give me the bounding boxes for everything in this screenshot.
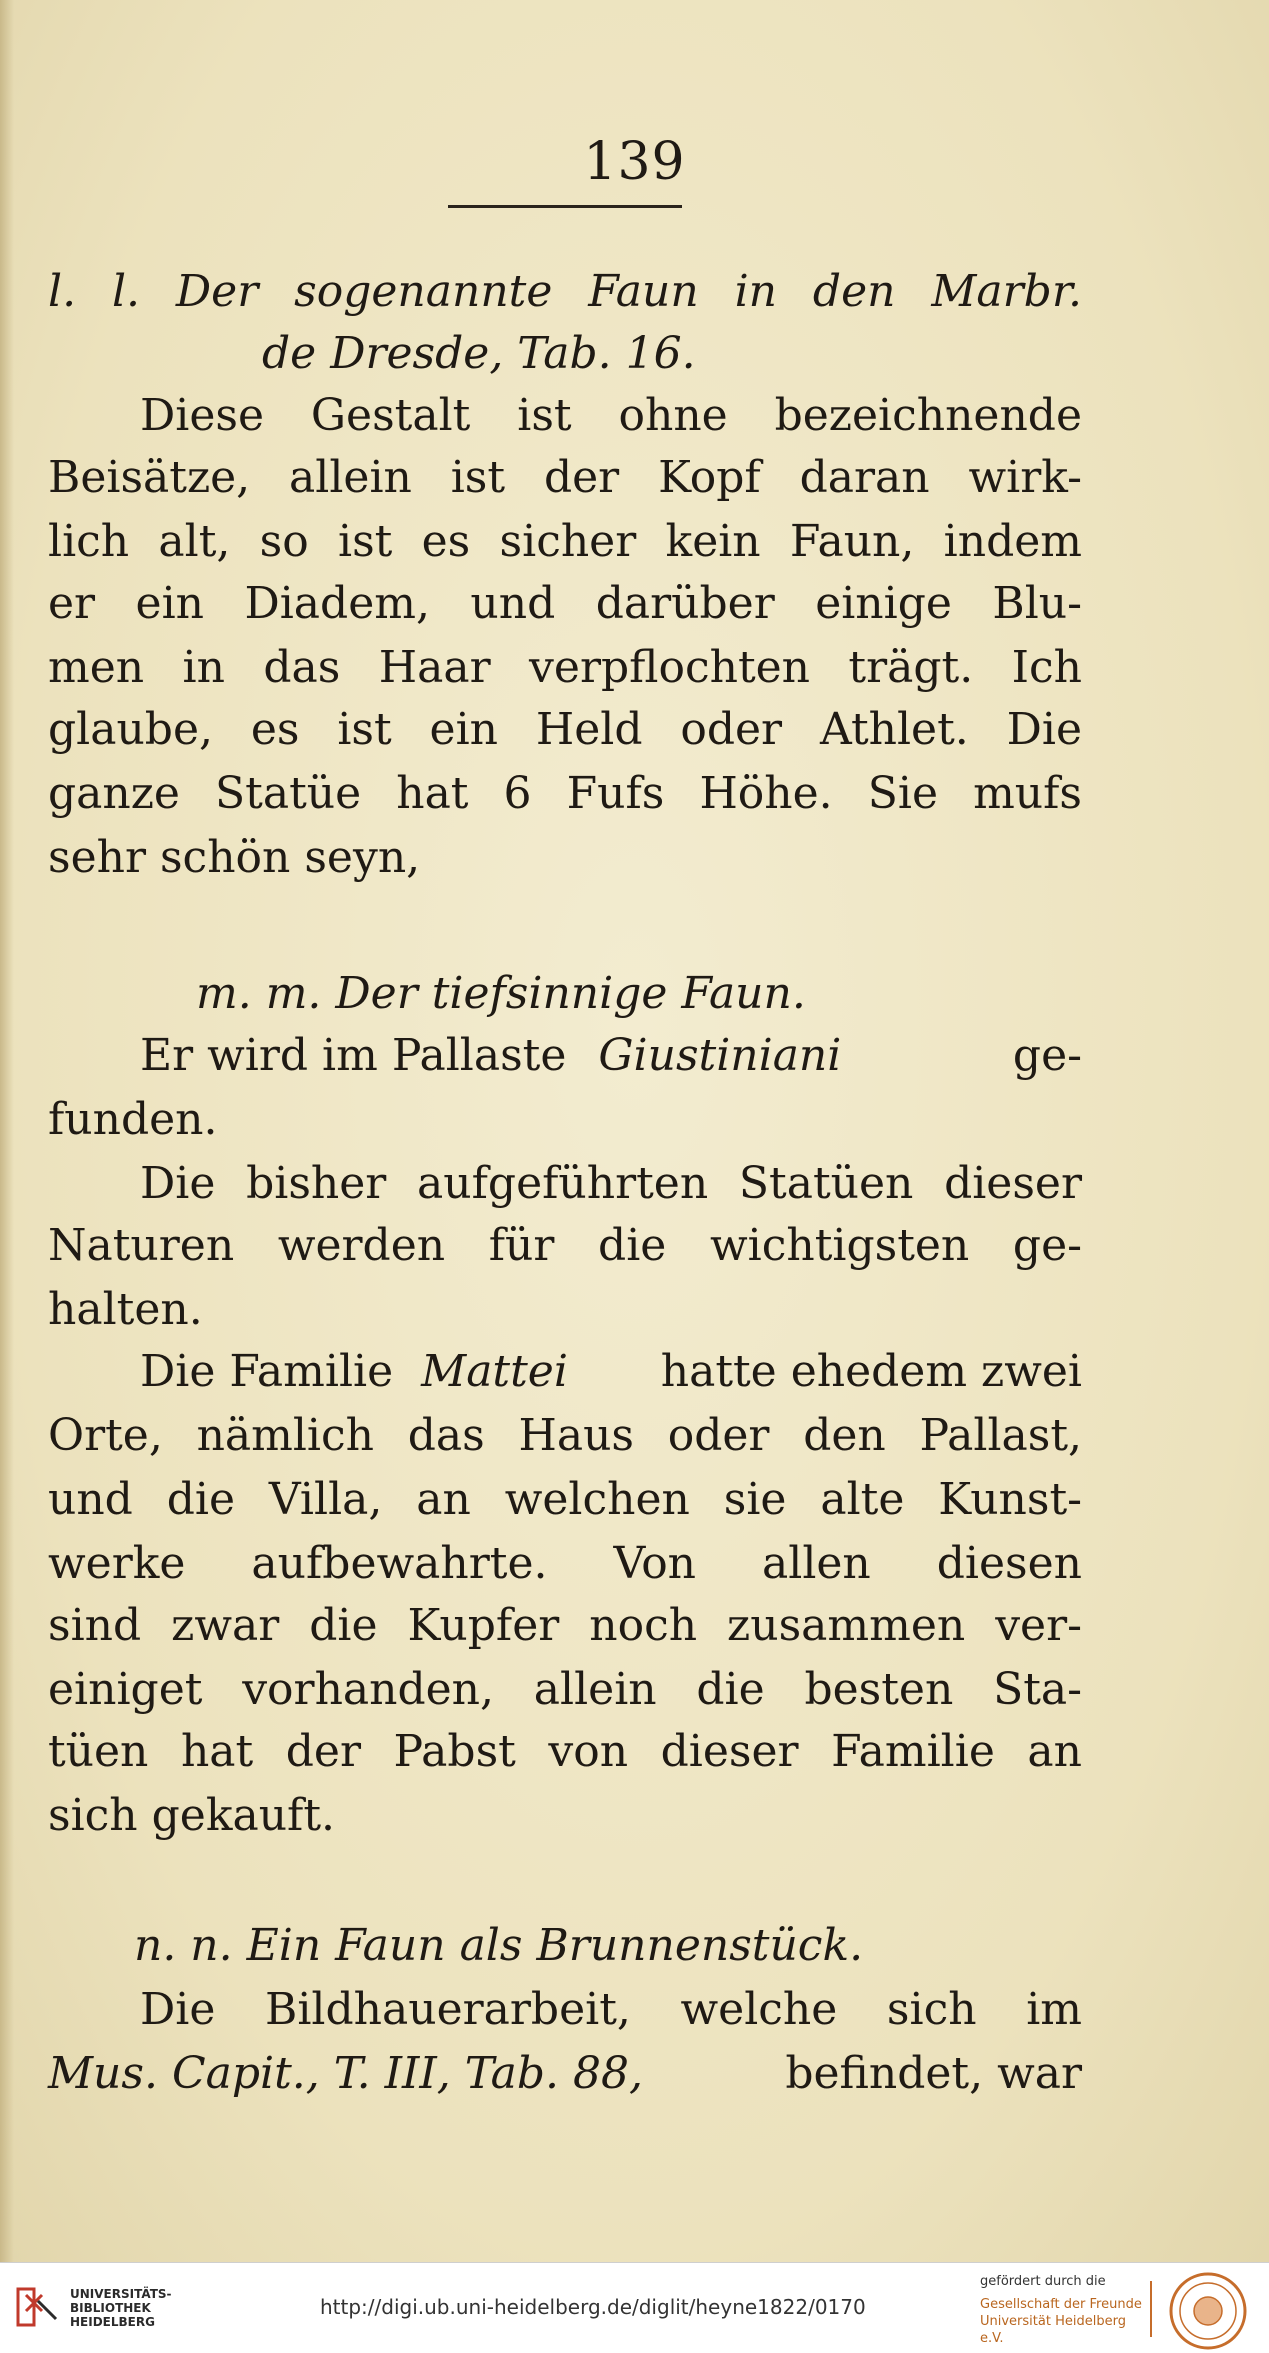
text-line: glaube, es ist ein Held oder Athlet. Die	[48, 704, 1082, 755]
text-line	[48, 2044, 1082, 2104]
footer-divider	[1150, 2281, 1152, 2337]
library-name	[70, 2287, 172, 2329]
text-line: sich gekauft.	[48, 1790, 336, 1841]
text-segment-italic: Mattei	[421, 1346, 568, 1397]
text-segment: ge-	[1012, 1030, 1082, 1081]
text-line: Die bisher aufgeführten Statüen dieser	[140, 1158, 1082, 1209]
text-segment: Er wird im Pallaste	[140, 1030, 567, 1081]
text-line: werke aufbewahrte. Von allen diesen	[48, 1538, 1082, 1589]
text-line: einiget vorhanden, allein die besten Sta-	[48, 1664, 1082, 1715]
text-segment: hatte ehedem zwei	[660, 1346, 1082, 1397]
text-line: Diese Gestalt ist ohne bezeichnende	[140, 390, 1082, 441]
university-seal-icon	[1168, 2271, 1248, 2351]
sponsor-label: gefördert durch die	[980, 2274, 1106, 2289]
library-name-line: HEIDELBERG	[70, 2315, 155, 2329]
header-rule	[448, 205, 682, 208]
library-name-line: BIBLIOTHEK	[70, 2301, 151, 2315]
text-line	[140, 1026, 1082, 1086]
text-line: er ein Diadem, und darüber einige Blu-	[48, 578, 1082, 629]
text-line: und die Villa, an welchen sie alte Kunst-	[48, 1474, 1082, 1525]
text-line: Naturen werden für die wichtigsten ge-	[48, 1220, 1082, 1271]
heading-line: de Dresde, Tab. 16.	[262, 328, 696, 379]
text-segment: Die Familie	[140, 1346, 394, 1397]
text-segment: befindet, war	[785, 2048, 1082, 2099]
text-line: Beisätze, allein ist der Kopf daran wirk-	[48, 452, 1082, 503]
text-segment-italic: Giustiniani	[598, 1030, 842, 1081]
heading-line: m. m. Der tiefsinnige Faun.	[196, 968, 806, 1019]
sponsor-block	[980, 2273, 1145, 2347]
library-name-line: UNIVERSITÄTS-	[70, 2287, 172, 2301]
page-number: 139	[583, 132, 686, 192]
source-url-link[interactable]: http://digi.ub.uni-heidelberg.de/diglit/heyne1822/0170	[320, 2295, 866, 2319]
text-line: tüen hat der Pabst von dieser Familie an	[48, 1726, 1082, 1777]
text-line: halten.	[48, 1284, 203, 1335]
heading-line: n. n. Ein Faun als Brunnenstück.	[134, 1920, 864, 1971]
sponsor-name-line: Universität Heidelberg e.V.	[980, 2314, 1126, 2346]
sponsor-name-line: Gesellschaft der Freunde	[980, 2297, 1142, 2312]
text-line: funden.	[48, 1094, 218, 1145]
text-line: lich alt, so ist es sicher kein Faun, indem	[48, 516, 1082, 567]
heading-line: l. l. Der sogenannte Faun in den Marbr.	[48, 266, 1082, 317]
text-line: Die Bildhauerarbeit, welche sich im	[140, 1984, 1082, 2035]
library-logo-icon	[12, 2281, 64, 2333]
text-segment-italic: Mus. Capit., T. III, Tab. 88,	[48, 2048, 643, 2099]
digitization-footer	[0, 2262, 1269, 2353]
text-line: men in das Haar verpflochten trägt. Ich	[48, 642, 1082, 693]
text-line	[140, 1342, 1082, 1402]
text-line: ganze Statüe hat 6 Fufs Höhe. Sie mufs	[48, 768, 1082, 819]
text-line: Orte, nämlich das Haus oder den Pallast,	[48, 1410, 1082, 1461]
page-edge-shadow	[0, 0, 14, 2262]
text-line: sind zwar die Kupfer noch zusammen ver-	[48, 1600, 1082, 1651]
text-line: sehr schön seyn,	[48, 832, 421, 883]
